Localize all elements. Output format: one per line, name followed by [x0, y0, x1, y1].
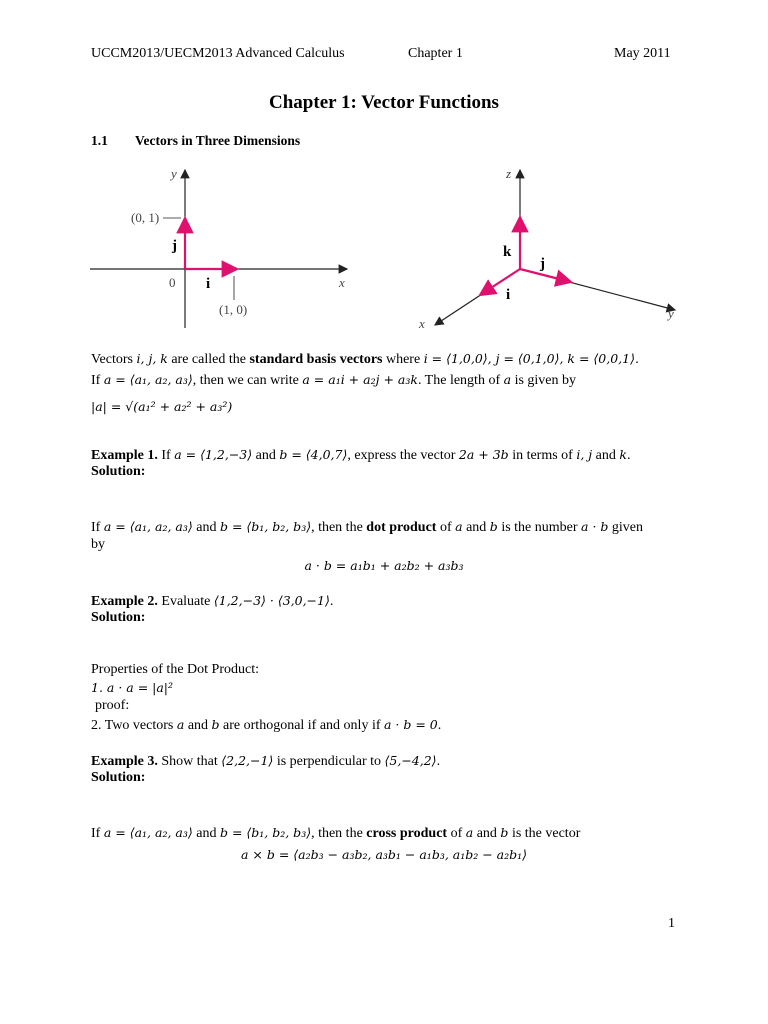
text: . — [626, 448, 631, 463]
text: and — [252, 448, 280, 463]
math: i, j — [576, 447, 593, 462]
text: and — [192, 520, 220, 535]
math: a — [455, 519, 463, 534]
j-label: j — [172, 238, 177, 254]
math: b — [500, 825, 509, 840]
text: where — [382, 352, 424, 367]
math: a · b = 0 — [384, 717, 438, 732]
math: b = ⟨4,0,7⟩ — [279, 447, 348, 462]
term-cross-product: cross product — [366, 826, 448, 841]
math-a: a — [503, 372, 512, 387]
text: . — [437, 718, 442, 733]
example-2-label: Example 2. — [91, 594, 158, 609]
text: of — [447, 826, 466, 841]
vector-i-3d — [480, 269, 520, 295]
cross-product-def — [91, 824, 580, 843]
text: are orthogonal if and only if — [219, 718, 384, 733]
y-axis-label: y — [171, 166, 177, 181]
term-dot-product: dot product — [366, 520, 437, 535]
example-2-solution: Solution: — [91, 610, 146, 625]
page-title: Chapter 1: Vector Functions — [269, 92, 499, 113]
example-1 — [91, 446, 630, 465]
math-basis-vectors: i, j, k — [136, 351, 168, 366]
example-3-label: Example 3. — [91, 754, 158, 769]
proof-label: proof: — [95, 698, 130, 713]
i-label: i — [206, 276, 211, 292]
text: and — [184, 718, 212, 733]
text: . — [329, 594, 334, 609]
vector-components-line — [91, 371, 576, 390]
math: b = ⟨b₁, b₂, b₃⟩ — [219, 825, 312, 840]
math: a = ⟨a₁, a₂, a₃⟩ — [103, 825, 193, 840]
math: k — [619, 447, 627, 462]
properties-heading: Properties of the Dot Product: — [91, 662, 259, 677]
text: of — [436, 520, 456, 535]
k-label: k — [503, 244, 512, 260]
text: is perpendicular to — [273, 754, 385, 769]
dot-product-by: by — [91, 537, 105, 552]
text: is given by — [511, 373, 577, 388]
section-title: Vectors in Three Dimensions — [135, 133, 301, 148]
i-3d-label: i — [506, 287, 511, 303]
text: and — [192, 826, 220, 841]
header-chapter: Chapter 1 — [408, 46, 463, 61]
header-course: UCCM2013/UECM2013 Advanced Calculus — [91, 46, 345, 61]
example-1-solution: Solution: — [91, 464, 146, 479]
math: ⟨1,2,−3⟩ · ⟨3,0,−1⟩ — [213, 593, 330, 608]
property-1: 1. a · a = |a|² — [91, 680, 174, 695]
math: a = ⟨1,2,−3⟩ — [174, 447, 253, 462]
math: a — [465, 825, 474, 840]
math: a = ⟨a₁, a₂, a₃⟩ — [103, 519, 193, 534]
text: , express the vector — [347, 448, 459, 463]
math: b — [489, 519, 498, 534]
math-a-components: a = ⟨a₁, a₂, a₃⟩ — [103, 372, 193, 387]
math: a · b — [581, 519, 609, 534]
text: and — [462, 520, 490, 535]
header-date: May 2011 — [614, 46, 671, 61]
text: , then the — [311, 520, 367, 535]
example-3-solution: Solution: — [91, 770, 146, 785]
text: and — [592, 448, 620, 463]
section-number: 1.1 — [91, 133, 108, 148]
z-axis-label: z — [506, 166, 512, 181]
text: Show that — [157, 754, 222, 769]
text: Evaluate — [157, 594, 214, 609]
property-2 — [91, 716, 441, 735]
term-standard-basis: standard basis vectors — [249, 352, 383, 367]
math: b — [211, 717, 220, 732]
dot-product-formula: a · b = a₁b₁ + a₂b₂ + a₃b₃ — [304, 558, 464, 573]
text: . The length of — [417, 373, 504, 388]
text: If — [91, 373, 104, 388]
cross-product-formula: a × b = ⟨a₂b₃ − a₃b₂, a₃b₁ − a₁b₃, a₁b₂ − a₂b₁⟩ — [240, 847, 528, 862]
text: 2. Two vectors — [91, 718, 177, 733]
text: is the number — [497, 520, 582, 535]
basis-line — [91, 350, 639, 369]
j-3d-label: j — [540, 256, 545, 272]
text: in terms of — [508, 448, 577, 463]
page-number: 1 — [668, 916, 675, 931]
math: 2a + 3b — [458, 447, 509, 462]
x-axis-label: x — [339, 275, 345, 290]
math-a-expansion: a = a₁i + a₂j + a₃k — [302, 372, 418, 387]
origin-label: 0 — [169, 275, 176, 290]
length-formula: |a| = √(a₁² + a₂² + a₃²) — [91, 399, 233, 414]
text: , then the — [311, 826, 367, 841]
text: , then we can write — [192, 373, 303, 388]
math: b = ⟨b₁, b₂, b₃⟩ — [219, 519, 312, 534]
math: ⟨2,2,−1⟩ — [221, 753, 274, 768]
text: is the vector — [508, 826, 581, 841]
math: ⟨5,−4,2⟩ — [384, 753, 437, 768]
figure-2d-basis — [85, 160, 365, 335]
vector-j-3d — [520, 269, 571, 282]
point-top-label: (0, 1) — [131, 210, 160, 225]
text: given — [608, 520, 644, 535]
text: . — [436, 754, 441, 769]
text: are called the — [167, 352, 250, 367]
example-1-label: Example 1. — [91, 448, 158, 463]
figure-3d-basis — [410, 160, 690, 335]
math: a — [176, 717, 185, 732]
text: If — [157, 448, 175, 463]
text: and — [473, 826, 501, 841]
math-basis-definitions: i = ⟨1,0,0⟩, j = ⟨0,1,0⟩, k = ⟨0,0,1⟩. — [423, 351, 639, 366]
x-axis-3d-label: x — [419, 316, 425, 331]
text: If — [91, 520, 104, 535]
point-right-label: (1, 0) — [219, 302, 248, 317]
y-axis-3d-label: y — [668, 306, 674, 321]
text: Vectors — [91, 352, 137, 367]
text: If — [91, 826, 104, 841]
dot-product-def — [91, 518, 643, 537]
